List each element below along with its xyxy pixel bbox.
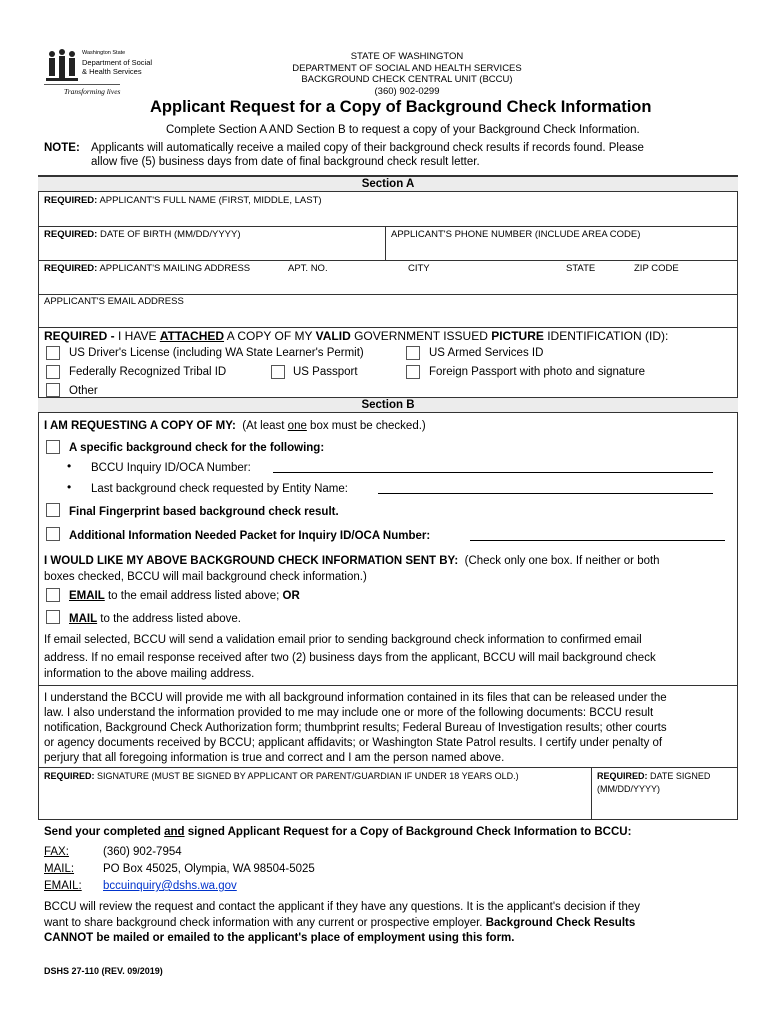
dob-input[interactable]: [40, 241, 380, 259]
header-state: STATE OF WASHINGTON: [350, 51, 464, 62]
bullet-icon: •: [67, 459, 72, 473]
fax-number: (360) 902-7954: [103, 846, 182, 858]
email-input[interactable]: [40, 308, 736, 326]
phone-label: APPLICANT'S PHONE NUMBER (INCLUDE AREA CODE): [391, 229, 641, 240]
other-id-checkbox[interactable]: [46, 383, 60, 397]
review-line-3: CANNOT be mailed or emailed to the applicant's place of employment using this form.: [44, 932, 515, 944]
mail-delivery-checkbox[interactable]: [46, 610, 60, 624]
specific-check-label: A specific background check for the following:: [69, 442, 325, 454]
mail-label: MAIL:: [44, 863, 75, 875]
form-id: DSHS 27-110 (REV. 09/2019): [44, 966, 163, 976]
armed-services-checkbox[interactable]: [406, 346, 420, 360]
certification-text: I understand the BCCU will provide me with all background information contained in its files that can be released under the law. I also understand the information provided to me may include one or more of the following documents: BCCU result notification, Background Check Authorization form; thumbprint results; Federal Bureau of Investigation results; other courts or agency documents received by BCCU; applicant affidavits; or Washington State Patrol results. I certify under penalty of perjury that all foregoing information is true and correct and I am the person named above.: [44, 692, 667, 764]
date-signed-label: REQUIRED: DATE SIGNED: [597, 771, 711, 781]
fax-label: FAX:: [44, 846, 69, 858]
specific-check-checkbox[interactable]: [46, 440, 60, 454]
zip-label: ZIP CODE: [634, 263, 679, 274]
phone-input[interactable]: [388, 241, 734, 259]
foreign-passport-label: Foreign Passport with photo and signature: [429, 366, 646, 378]
sent-by-note: boxes checked, BCCU will mail background check information.): [44, 571, 367, 583]
signature-input[interactable]: [40, 785, 586, 818]
additional-info-checkbox[interactable]: [46, 527, 60, 541]
note-line-2: allow five (5) business days from date of final background check result letter.: [91, 156, 480, 168]
inquiry-id-label: BCCU Inquiry ID/OCA Number:: [91, 462, 251, 474]
note-line-1: Applicants will automatically receive a mailed copy of their background check results if records found. Please: [91, 142, 644, 154]
entity-name-input[interactable]: [378, 493, 713, 494]
inquiry-id-input[interactable]: [273, 472, 713, 473]
apt-label: APT. NO.: [288, 263, 328, 274]
sent-by-label: I WOULD LIKE MY ABOVE BACKGROUND CHECK INFORMATION SENT BY: (Check only one box. If neither or both: [44, 555, 660, 567]
additional-info-input[interactable]: [470, 540, 725, 541]
entity-name-label: Last background check requested by Entity Name:: [91, 483, 348, 495]
logo-line-2: Department of Social: [82, 58, 153, 67]
email-info-line-3: information to the above mailing address.: [44, 668, 255, 680]
full-name-label: REQUIRED: APPLICANT'S FULL NAME (FIRST, MIDDLE, LAST): [44, 195, 322, 206]
email-label: APPLICANT'S EMAIL ADDRESS: [44, 296, 184, 307]
mail-delivery-label: MAIL to the address listed above.: [69, 613, 241, 625]
additional-info-label: Additional Information Needed Packet for Inquiry ID/OCA Number:: [69, 530, 431, 542]
email-info-line-1: If email selected, BCCU will send a validation email prior to sending background check information to confirmed email: [44, 634, 642, 646]
page-title: Applicant Request for a Copy of Background Check Information: [150, 98, 652, 116]
send-instructions: Send your completed and signed Applicant Request for a Copy of Background Check Information to BCCU:: [44, 826, 632, 838]
request-copy-label: I AM REQUESTING A COPY OF MY: (At least one box must be checked.): [44, 420, 426, 432]
bullet-icon: •: [67, 480, 72, 494]
fingerprint-checkbox[interactable]: [46, 503, 60, 517]
us-passport-label: US Passport: [293, 366, 358, 378]
dob-label: REQUIRED: DATE OF BIRTH (MM/DD/YYYY): [44, 229, 241, 240]
email-delivery-label: EMAIL to the email address listed above; OR: [69, 590, 300, 602]
date-signed-input[interactable]: [594, 796, 735, 818]
drivers-license-checkbox[interactable]: [46, 346, 60, 360]
header-block: [0, 51, 770, 97]
foreign-passport-checkbox[interactable]: [406, 365, 420, 379]
logo-line-1: Washington State: [82, 50, 126, 56]
date-format: (MM/DD/YYYY): [597, 784, 660, 794]
logo-tagline: Transforming lives: [64, 87, 121, 96]
armed-services-label: US Armed Services ID: [429, 347, 544, 359]
review-line-1: BCCU will review the request and contact the applicant if they have any questions. It is the applicant's decision if they: [44, 901, 641, 913]
full-name-input[interactable]: [40, 207, 736, 225]
section-b-header: Section B: [38, 397, 738, 413]
mail-address: PO Box 45025, Olympia, WA 98504-5025: [103, 863, 315, 875]
header-dept: DEPARTMENT OF SOCIAL AND HEALTH SERVICES: [292, 62, 522, 74]
id-requirement: REQUIRED - I HAVE ATTACHED A COPY OF MY VALID GOVERNMENT ISSUED PICTURE IDENTIFICATION (ID):: [44, 329, 669, 343]
note-label: NOTE:: [44, 142, 80, 154]
city-label: CITY: [408, 263, 430, 274]
header-unit: BACKGROUND CHECK CENTRAL UNIT (BCCU): [301, 74, 513, 85]
state-label: STATE: [566, 263, 596, 274]
email-contact-label: EMAIL:: [44, 880, 82, 892]
mailing-label: REQUIRED: APPLICANT'S MAILING ADDRESS: [44, 263, 251, 274]
drivers-license-label: US Driver's License (including WA State Learner's Permit): [69, 347, 364, 359]
page-subtitle: Complete Section A AND Section B to request a copy of your Background Check Information.: [166, 124, 640, 136]
header-phone: (360) 902-0299: [374, 85, 440, 97]
other-id-label: Other: [69, 385, 98, 397]
signature-label: REQUIRED: SIGNATURE (MUST BE SIGNED BY APPLICANT OR PARENT/GUARDIAN IF UNDER 18 YEARS OLD.): [44, 771, 519, 781]
tribal-id-label: Federally Recognized Tribal ID: [69, 366, 227, 378]
section-a-header: Section A: [38, 176, 738, 192]
logo-line-3: & Health Services: [82, 67, 142, 76]
tribal-id-checkbox[interactable]: [46, 365, 60, 379]
fingerprint-label: Final Fingerprint based background check result.: [69, 506, 339, 518]
review-line-2: want to share background check information with any current or prospective employer. Background Check Results: [44, 917, 636, 929]
email-info-line-2: address. If no email response received after two (2) business days from the applicant, BCCU will mail background check: [44, 652, 656, 664]
email-link[interactable]: bccuinquiry@dshs.wa.gov: [103, 880, 237, 892]
mailing-address-input[interactable]: [40, 275, 736, 293]
us-passport-checkbox[interactable]: [271, 365, 285, 379]
email-delivery-checkbox[interactable]: [46, 588, 60, 602]
